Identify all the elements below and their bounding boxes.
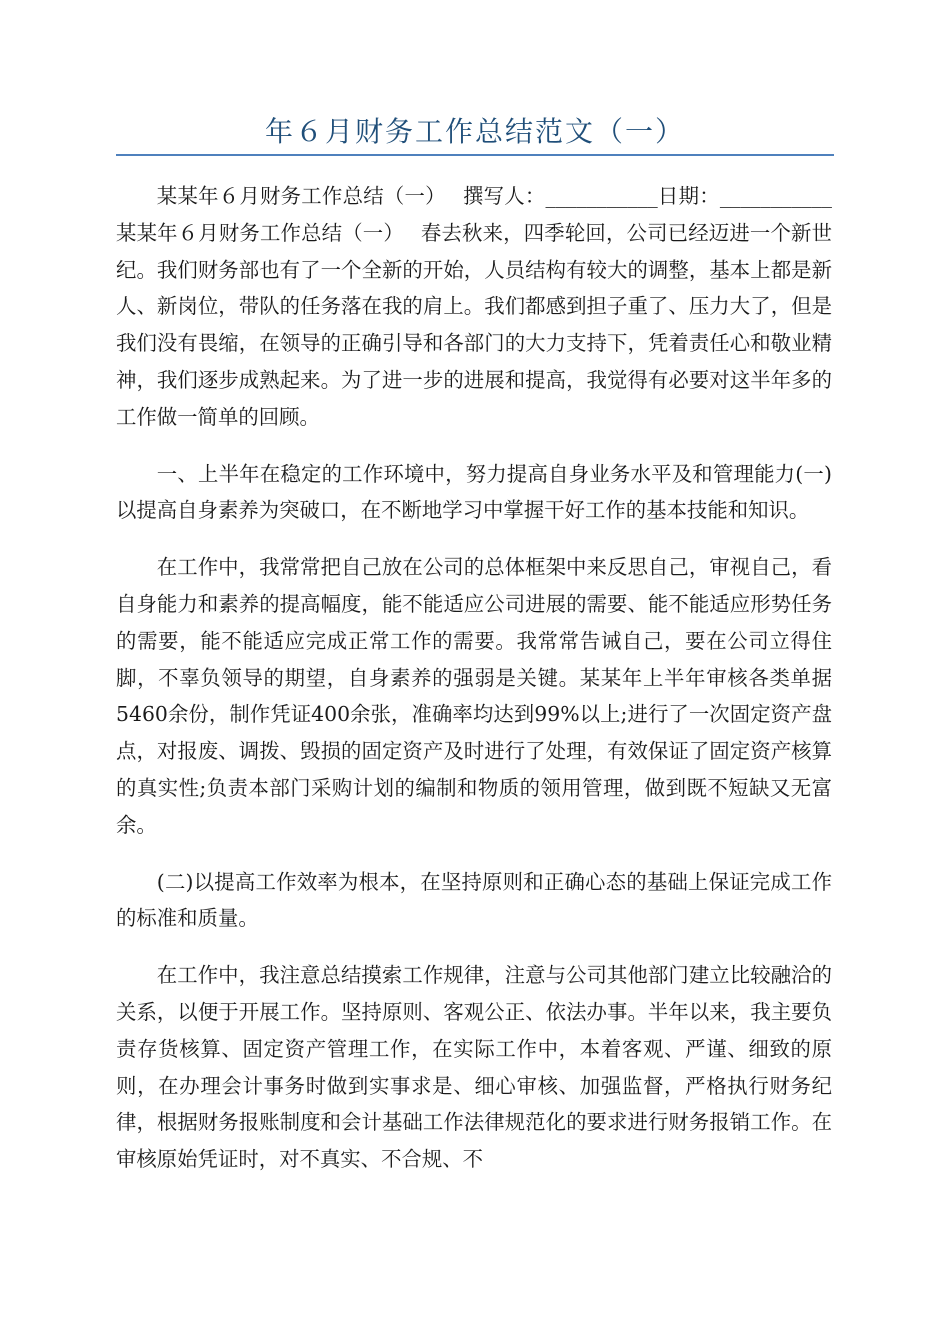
- paragraph-work-efficiency: 在工作中，我注意总结摸索工作规律，注意与公司其他部门建立比较融洽的关系，以便于开展工作。坚持原则、客观公正、依法办事。半年以来，我主要负责存货核算、固定资产管理工作，在实际工作中，本着客观、严谨、细致的原则，在办理会计事务时做到实事求是、细心审核、加强监督，严格执行财务纪律，根据财务报账制度和会计基础工作法律规范化的要求进行财务报销工作。在审核原始凭证时，对不真实、不合规、不: [116, 963, 832, 1172]
- document-body: [116, 178, 832, 1198]
- paragraph-intro: 某某年６月财务工作总结（一） 撰写人：___________日期：___________某某年６月财务工作总结（一） 春去秋来，四季轮回，公司已经迈进一个新世纪。我们财务部也有了一个全新的开始，人员结构有较大的调整，基本上都是新人、新岗位，带队的任务落在我的肩上。我们都感到担子重了、压力大了，但是我们没有畏缩，在领导的正确引导和各部门的大力支持下，凭着责任心和敬业精神，我们逐步成熟起来。为了进一步的进展和提高，我觉得有必要对这半年多的工作做一简单的回顾。: [116, 184, 832, 429]
- paragraph-section-one-heading: 一、上半年在稳定的工作环境中，努力提高自身业务水平及和管理能力(一)以提高自身素养为突破口，在不断地学习中掌握干好工作的基本技能和知识。: [116, 461, 832, 523]
- title-underline: [116, 154, 834, 156]
- page-title: 年６月财务工作总结范文（一）: [264, 115, 685, 148]
- paragraph-section-two-heading: (二)以提高工作效率为根本，在坚持原则和正确心态的基础上保证完成工作的标准和质量。: [116, 869, 832, 931]
- paragraph-self-improvement: 在工作中，我常常把自己放在公司的总体框架中来反思自己，审视自己，看自身能力和素养的提高幅度，能不能适应公司进展的需要、能不能适应形势任务的需要，能不能适应完成正常工作的需要。我常常告诫自己，要在公司立得住脚，不辜负领导的期望，自身素养的强弱是关键。某某年上半年审核各类单据5460余份，制作凭证400余张，准确率均达到99%以上;进行了一次固定资产盘点，对报废、调拨、毁损的固定资产及时进行了处理，有效保证了固定资产核算的真实性;负责本部门采购计划的编制和物质的领用管理，做到既不短缺又无富余。: [116, 555, 832, 837]
